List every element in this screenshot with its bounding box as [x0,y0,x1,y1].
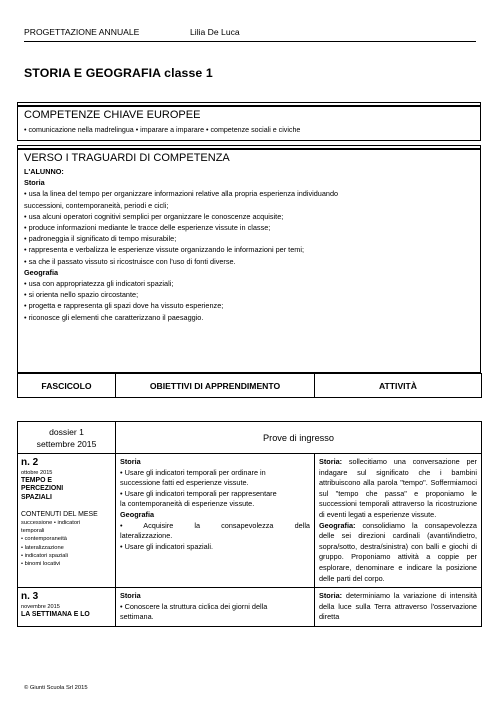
fascicolo-title: SPAZIALI [21,493,52,501]
list-item: • progetta e rappresenta gli spazi dove ha vissuto esperienze; [24,301,224,311]
attivita-geografia [319,521,477,585]
storia-label: Storia [120,591,141,601]
contenuti-label: CONTENUTI DEL MESE [21,510,98,518]
footer-copyright: © Giunti Scuola Srl 2015 [24,685,88,691]
table-header-row [18,374,482,398]
table-top-rule [18,398,482,422]
table-row [18,588,482,627]
dossier-number: dossier 1 [49,427,84,437]
list-item: • lateralizzazione [21,544,64,551]
header-attivita: ATTIVITÀ [315,374,482,398]
list-item: • usa la linea del tempo per organizzare informazioni relative alla propria esperienza individuando [24,189,339,199]
attivita-storia-text: sollecitiamo una conversazione per indagare sul significato che i bambini attribuiscono alla parola "tempo". Soffermiamoci sul "tempo che passa" e proponiamo le successioni temporali attraverso la ricostruzione di eventi legati a esperienze vissute. [319,457,477,519]
double-rule [18,105,480,107]
list-item: • indicatori spaziali [21,552,68,559]
list-item: successione • indicatori [21,520,81,527]
geografia-label: Geografia [120,509,155,519]
traguardi-intro: L'ALUNNO: [24,167,64,176]
attivita-geografia-text: consolidiamo la consapevolezza delle sei direzioni cardinali (avanti/indietro, sopra/sotto, destra/sinistra) con balli e giochi di gruppo. Proponiamo attività a coppie per esplorare, denominare e indicare la posizione delle parti del corpo. [319,520,477,583]
list-item: • padroneggia il significato di tempo misurabile; [24,234,177,244]
attivita-storia [319,457,477,521]
competenze-title: COMPETENZE CHIAVE EUROPEE [24,109,201,121]
geografia-label: Geografia [24,267,59,277]
list-item: • produce informazioni mediante le tracce delle esperienze vissute in classe; [24,223,271,233]
list-item: • binomi locativi [21,561,61,568]
page-header [24,27,476,41]
list-item: • si orienta nello spazio circostante; [24,290,139,300]
list-item: temporali [21,528,45,535]
list-item: successioni, contemporaneità, periodi e cicli; [24,200,169,210]
list-item: • Usare gli indicatori spaziali. [120,541,213,551]
list-item: successione fatti ed esperienze vissute. [120,478,249,488]
geografia-label: Geografia: [319,520,356,530]
fascicolo-title: PERCEZIONI [21,485,64,493]
list-item: • riconosce gli elementi che caratterizzano il paesaggio. [24,312,204,322]
list-item: • Conoscere la struttura ciclica dei giorni della [120,601,268,611]
list-item: lateralizzazione. [120,531,173,541]
obiettivi-cell [116,454,315,588]
header-fascicolo: FASCICOLO [18,374,116,398]
list-item: • Usare gli indicatori temporali per ordinare in [120,467,266,477]
fascicolo-date: ottobre 2015 [21,470,53,476]
header-obiettivi: OBIETTIVI DI APPRENDIMENTO [116,374,315,398]
traguardi-content [24,166,476,323]
attivita-storia [319,591,477,623]
competenze-box [17,102,481,141]
header-rule [24,41,476,42]
dossier-cell [18,422,116,454]
list-item: • usa con appropriatezza gli indicatori spaziali; [24,279,174,289]
header-document-type: PROGETTAZIONE ANNUALE [24,27,140,37]
fascicolo-title: TEMPO E [21,477,53,485]
list-item: • Usare gli indicatori temporali per rappresentare [120,488,277,498]
list-item: • rappresenta e verbalizza le esperienze vissute organizzando le informazioni per temi; [24,245,304,255]
fascicolo-number: n. 3 [21,591,39,603]
double-rule [18,148,480,150]
fascicolo-cell [18,588,116,627]
list-item: • sa che il passato vissuto si ricostruisce con l'uso di fonti diverse. [24,256,236,266]
dossier-date: settembre 2015 [36,439,97,449]
fascicolo-date: novembre 2015 [21,604,60,611]
list-item: la contemporaneità di esperienze vissute. [120,499,255,509]
prove-ingresso: Prove di ingresso [116,422,482,454]
attivita-cell [315,454,482,588]
fascicolo-title: LA SETTIMANA E LO [21,611,90,619]
list-item: • Acquisire la consapevolezza della [120,520,310,530]
traguardi-title: VERSO I TRAGUARDI DI COMPETENZA [24,152,230,164]
header-author: Lilia De Luca [190,27,240,37]
obiettivi-cell [116,588,315,627]
attivita-storia-text: determiniamo la variazione di intensità della luce sulla Terra attraverso l'osservazione diretta [319,591,477,622]
table-row [18,422,482,454]
attivita-cell [315,588,482,627]
fascicolo-number: n. 2 [21,457,39,468]
list-item: • contemporaneità [21,536,67,543]
page-title: STORIA E GEOGRAFIA classe 1 [24,66,213,80]
traguardi-box [17,145,481,373]
planning-table [17,373,482,627]
storia-label: Storia [24,178,45,188]
storia-label: Storia: [319,457,343,466]
competenze-list: • comunicazione nella madrelingua • imparare a imparare • competenze sociali e civiche [24,126,301,134]
storia-label: Storia: [319,591,343,601]
list-item: settimana. [120,612,154,622]
table-row [18,454,482,588]
storia-label: Storia [120,457,141,466]
fascicolo-cell [18,454,116,588]
list-item: • usa alcuni operatori cognitivi semplici per organizzare le conoscenze acquisite; [24,211,284,221]
